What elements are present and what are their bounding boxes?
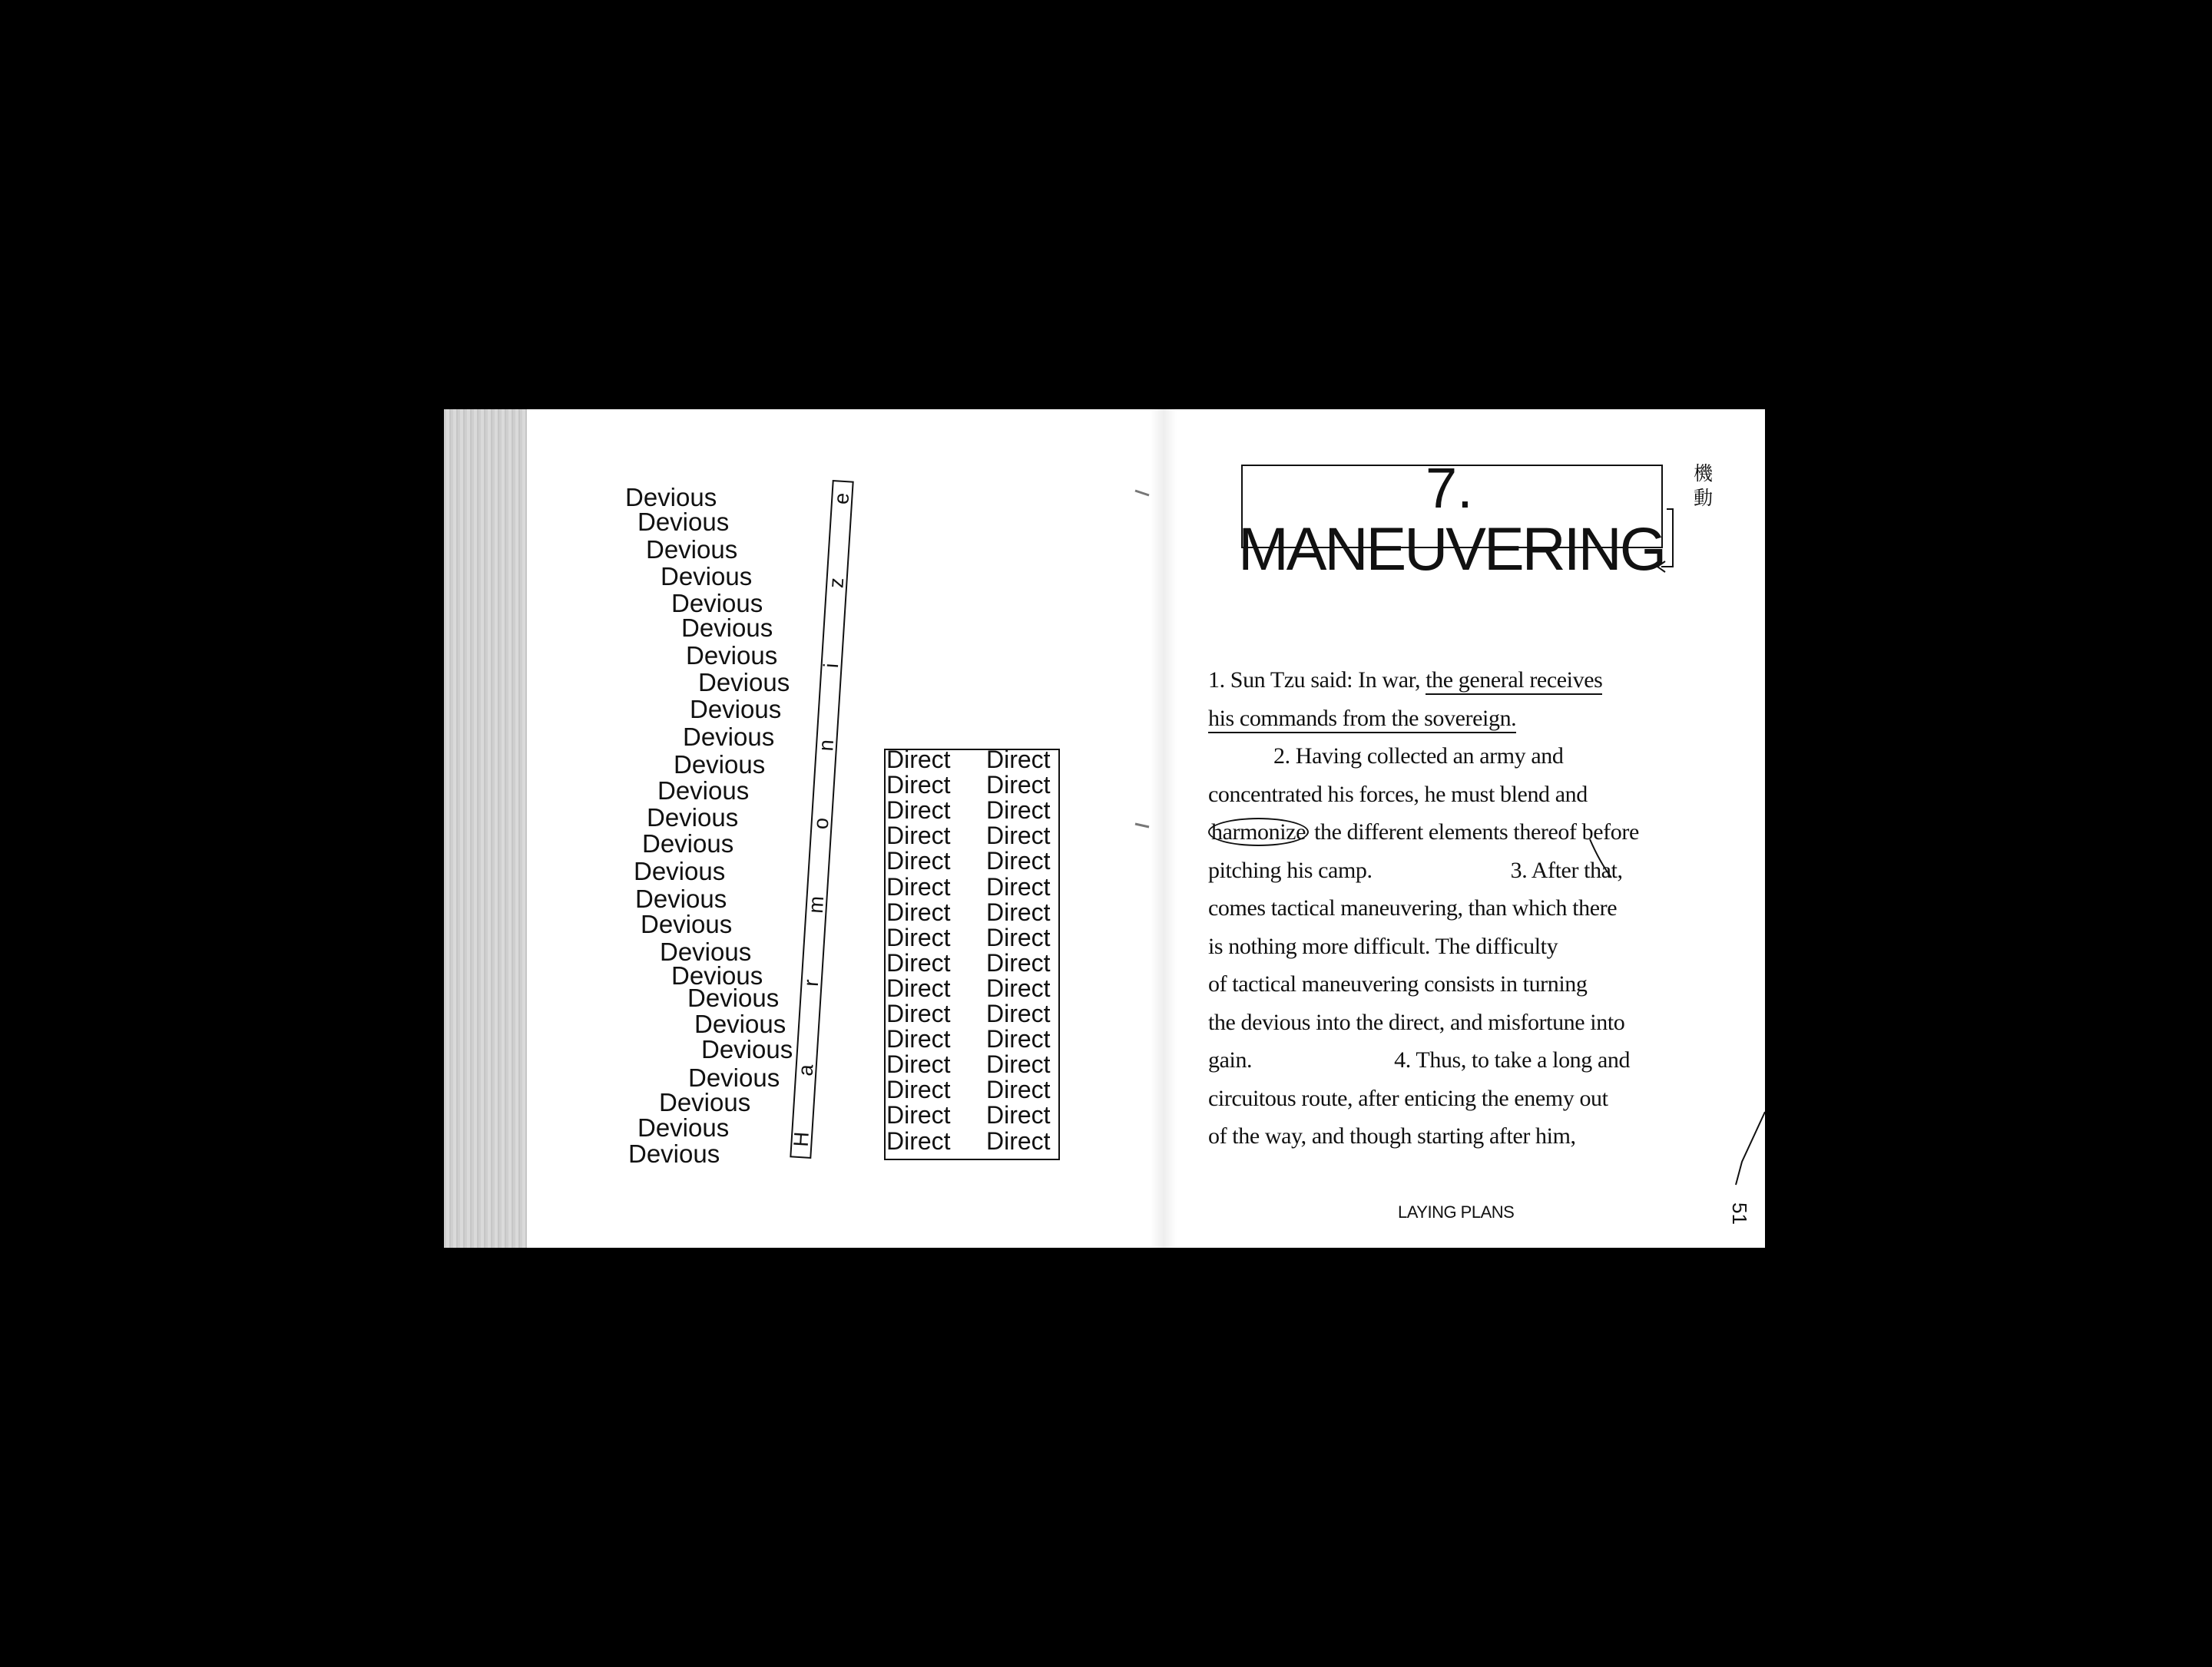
devious-word: Devious: [634, 857, 726, 885]
circled-word: harmonize: [1208, 818, 1309, 846]
direct-word: Direct: [986, 746, 1051, 773]
text-run: circuitous route, after enticing the enemy out: [1208, 1085, 1608, 1111]
staple-mark: [1135, 824, 1149, 827]
bracket-arrow-mark: [1661, 509, 1673, 567]
margin-line-mark: [1736, 1112, 1765, 1185]
harmonize-letter: z: [824, 577, 849, 589]
chapter-number: 7.: [1426, 456, 1473, 520]
text-run: gain.: [1208, 1047, 1253, 1073]
devious-word: Devious: [641, 910, 733, 938]
direct-word: Direct: [886, 974, 951, 1002]
devious-word: Devious: [659, 1088, 751, 1116]
devious-word: Devious: [635, 885, 727, 913]
direct-word: Direct: [986, 898, 1051, 926]
devious-word: Devious: [698, 668, 790, 696]
staple-mark: [1135, 491, 1149, 495]
devious-word: Devious: [646, 535, 738, 564]
devious-word: Devious: [647, 803, 739, 832]
devious-word: Devious: [642, 829, 734, 858]
direct-word: Direct: [886, 1101, 951, 1130]
text-run: 4. Thus, to take a long and: [1394, 1047, 1631, 1073]
harmonize-letter: a: [793, 1063, 818, 1077]
direct-word: Direct: [886, 796, 951, 825]
direct-word: Direct: [986, 822, 1051, 850]
harmonize-letter: i: [819, 662, 843, 669]
underlined-phrase: his commands from the sovereign.: [1208, 706, 1516, 733]
direct-word: Direct: [886, 1025, 951, 1053]
direct-word: Direct: [886, 1076, 951, 1104]
direct-word: Direct: [886, 771, 951, 799]
text-run: is nothing more difficult. The difficulty: [1208, 933, 1558, 959]
harmonize-letter: e: [830, 491, 854, 505]
devious-word: Devious: [681, 614, 773, 642]
text-run: comes tactical maneuvering, than which there: [1208, 895, 1618, 921]
devious-word: Devious: [671, 961, 763, 990]
devious-word: Devious: [701, 1035, 793, 1063]
devious-word: Devious: [687, 984, 780, 1012]
direct-word: Direct: [886, 923, 951, 951]
pen-stroke: [1590, 839, 1611, 878]
devious-word: Devious: [625, 483, 717, 511]
underlined-phrase: the general receives: [1426, 667, 1602, 695]
page-number: 51: [1727, 1202, 1751, 1225]
devious-word: Devious: [661, 562, 753, 590]
direct-word: Direct: [986, 1025, 1051, 1053]
direct-word: Direct: [886, 1000, 951, 1027]
devious-word: Devious: [688, 1063, 780, 1092]
direct-word: Direct: [986, 923, 1051, 951]
text-run: the devious into the direct, and misfortune into: [1208, 1009, 1625, 1035]
text-run: 3. After that,: [1510, 857, 1623, 883]
direct-word: Direct: [986, 1050, 1051, 1079]
book-spread: [444, 409, 1765, 1248]
kanji-char: 動: [1694, 487, 1714, 509]
text-run: of tactical maneuvering consists in turning: [1208, 971, 1588, 997]
direct-word: Direct: [886, 948, 951, 977]
devious-word: Devious: [694, 1010, 786, 1038]
text-run: 1. Sun Tzu said: In war,: [1208, 667, 1426, 693]
harmonize-letter: r: [799, 978, 823, 987]
direct-word: Direct: [986, 1126, 1051, 1155]
devious-word: Devious: [657, 776, 750, 805]
kanji-char: 機: [1694, 462, 1714, 485]
direct-word: Direct: [886, 822, 951, 850]
devious-word: Devious: [637, 508, 730, 536]
direct-word: Direct: [986, 796, 1051, 825]
text-run: concentrated his forces, he must blend and: [1208, 781, 1588, 807]
running-footer: LAYING PLANS: [1398, 1202, 1515, 1222]
harmonize-letter: n: [814, 739, 839, 752]
devious-word: Devious: [686, 641, 778, 670]
devious-word: Devious: [671, 589, 763, 617]
devious-word: Devious: [683, 723, 775, 751]
devious-word: Devious: [637, 1113, 730, 1142]
direct-word: Direct: [986, 1000, 1051, 1027]
direct-word: Direct: [886, 847, 951, 875]
harmonize-letter: o: [809, 817, 833, 830]
direct-word: Direct: [986, 1101, 1051, 1130]
direct-word: Direct: [986, 948, 1051, 977]
direct-word: Direct: [986, 974, 1051, 1002]
direct-word: Direct: [986, 771, 1051, 799]
text-run: 2. Having collected an army and: [1273, 743, 1564, 769]
chapter-title: MANEUVERING: [1238, 514, 1665, 583]
direct-word: Direct: [886, 1050, 951, 1079]
direct-word: Direct: [886, 746, 951, 773]
direct-word: Direct: [986, 1076, 1051, 1104]
devious-word: Devious: [660, 938, 752, 966]
text-run: of the way, and though starting after him,: [1208, 1123, 1576, 1149]
text-run: the different elements thereof before: [1309, 819, 1639, 845]
harmonize-letter: m: [803, 895, 829, 915]
direct-word: Direct: [886, 872, 951, 901]
text-run: pitching his camp.: [1208, 857, 1373, 883]
harmonize-letter: H: [789, 1130, 813, 1148]
devious-word: Devious: [628, 1139, 720, 1168]
pen-annotations: [444, 409, 1765, 1248]
direct-word: Direct: [886, 898, 951, 926]
direct-word: Direct: [986, 872, 1051, 901]
devious-word: Devious: [674, 750, 766, 779]
direct-word: Direct: [986, 847, 1051, 875]
direct-word: Direct: [886, 1126, 951, 1155]
devious-word: Devious: [690, 695, 782, 723]
